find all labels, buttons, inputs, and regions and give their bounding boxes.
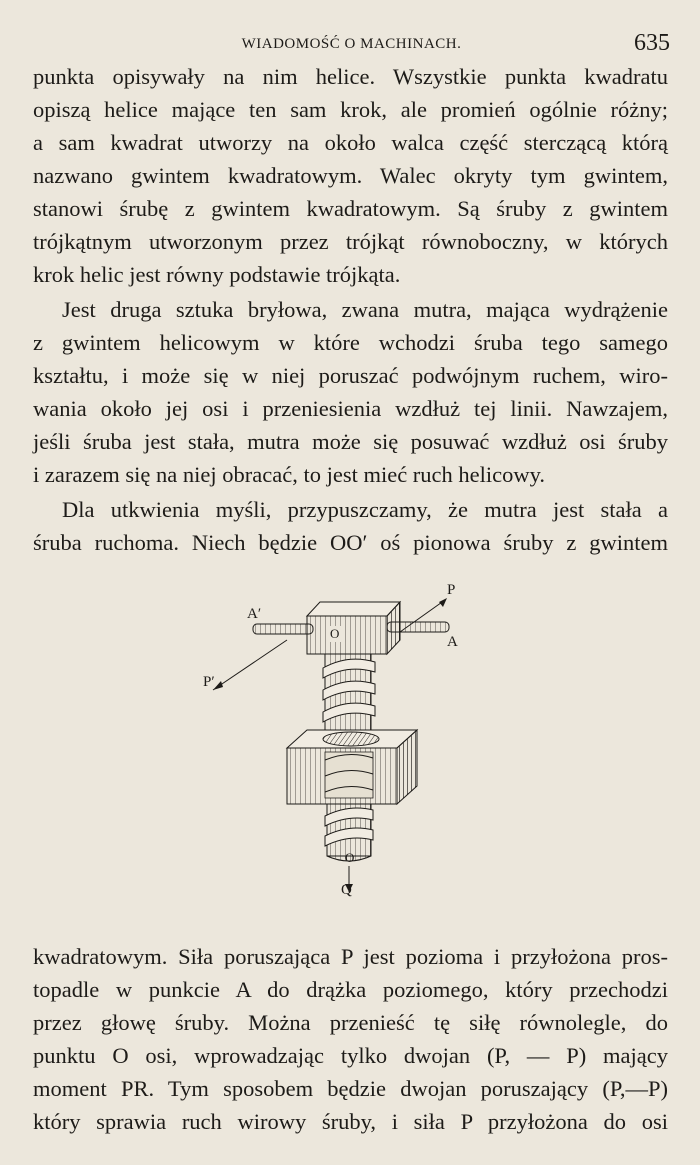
label-p: P [447, 582, 456, 598]
text-line: stanowi śrubę z gwintem kwadratowym. Są śruby z gwintem [33, 196, 668, 221]
text-line: punktu O osi, wprowadzając tylko dwojan (P, — P) mający [33, 1043, 668, 1068]
label-o-bottom: O [345, 850, 355, 865]
running-title: WIADOMOŚĆ O MACHINACH. [241, 36, 462, 52]
text-line: śruba ruchoma. Niech będzie OO′ oś pionowa śruby z gwintem [33, 530, 668, 555]
text-line: punkta opisywały na nim helice. Wszystkie punkta kwadratu [33, 64, 668, 89]
screw-figure [195, 580, 505, 900]
text-line: trójkątnym utworzonym przez trójkąt równoboczny, w których [33, 229, 668, 254]
label-o-top: O [330, 626, 340, 641]
text-line: z gwintem helicowym w które wchodzi śruba tego samego [33, 330, 668, 355]
text-line: kwadratowym. Siła poruszająca P jest pozioma i przyłożona pros- [33, 944, 668, 969]
label-a-prime: A′ [247, 606, 262, 622]
text-line: Dla utkwienia myśli, przypuszczamy, że mutra jest stała a [62, 497, 668, 522]
text-line: opiszą helice mające ten sam krok, ale promień ogólnie różny; [33, 97, 668, 122]
text-line: kształtu, i może się w niej poruszać podwójnym ruchem, wiro- [33, 363, 668, 388]
page-header [33, 30, 670, 60]
text-line: topadle w punkcie A do drążka poziomego, który przechodzi [33, 977, 668, 1002]
page-number: 635 [634, 30, 670, 56]
text-line: i zarazem się na niej obracać, to jest mieć ruch helicowy. [33, 462, 546, 487]
text-line: jeśli śruba jest stała, mutra może się posuwać wzdłuż osi śruby [33, 429, 668, 454]
label-a: A [447, 634, 458, 650]
text-line: a sam kwadrat utworzy na około walca część sterczącą którą [33, 130, 668, 155]
text-line: wania około jej osi i przeniesienia wzdłuż tej linii. Nawzajem, [33, 396, 668, 421]
text-line: który sprawia ruch wirowy śruby, i siła P przyłożona do osi [33, 1109, 668, 1134]
label-q: Q [341, 882, 352, 898]
text-line: krok helic jest równy podstawie trójkąta. [33, 262, 401, 287]
label-p-prime: P′ [203, 674, 215, 690]
text-line: nazwano gwintem kwadratowym. Walec okryty tym gwintem, [33, 163, 668, 188]
text-line: moment PR. Tym sposobem będzie dwojan poruszający (P,—P) [33, 1076, 668, 1101]
text-line: przez głowę śruby. Można przenieść tę siłę równolegle, do [33, 1010, 668, 1035]
text-line: Jest druga sztuka bryłowa, zwana mutra, mająca wydrążenie [62, 297, 668, 322]
